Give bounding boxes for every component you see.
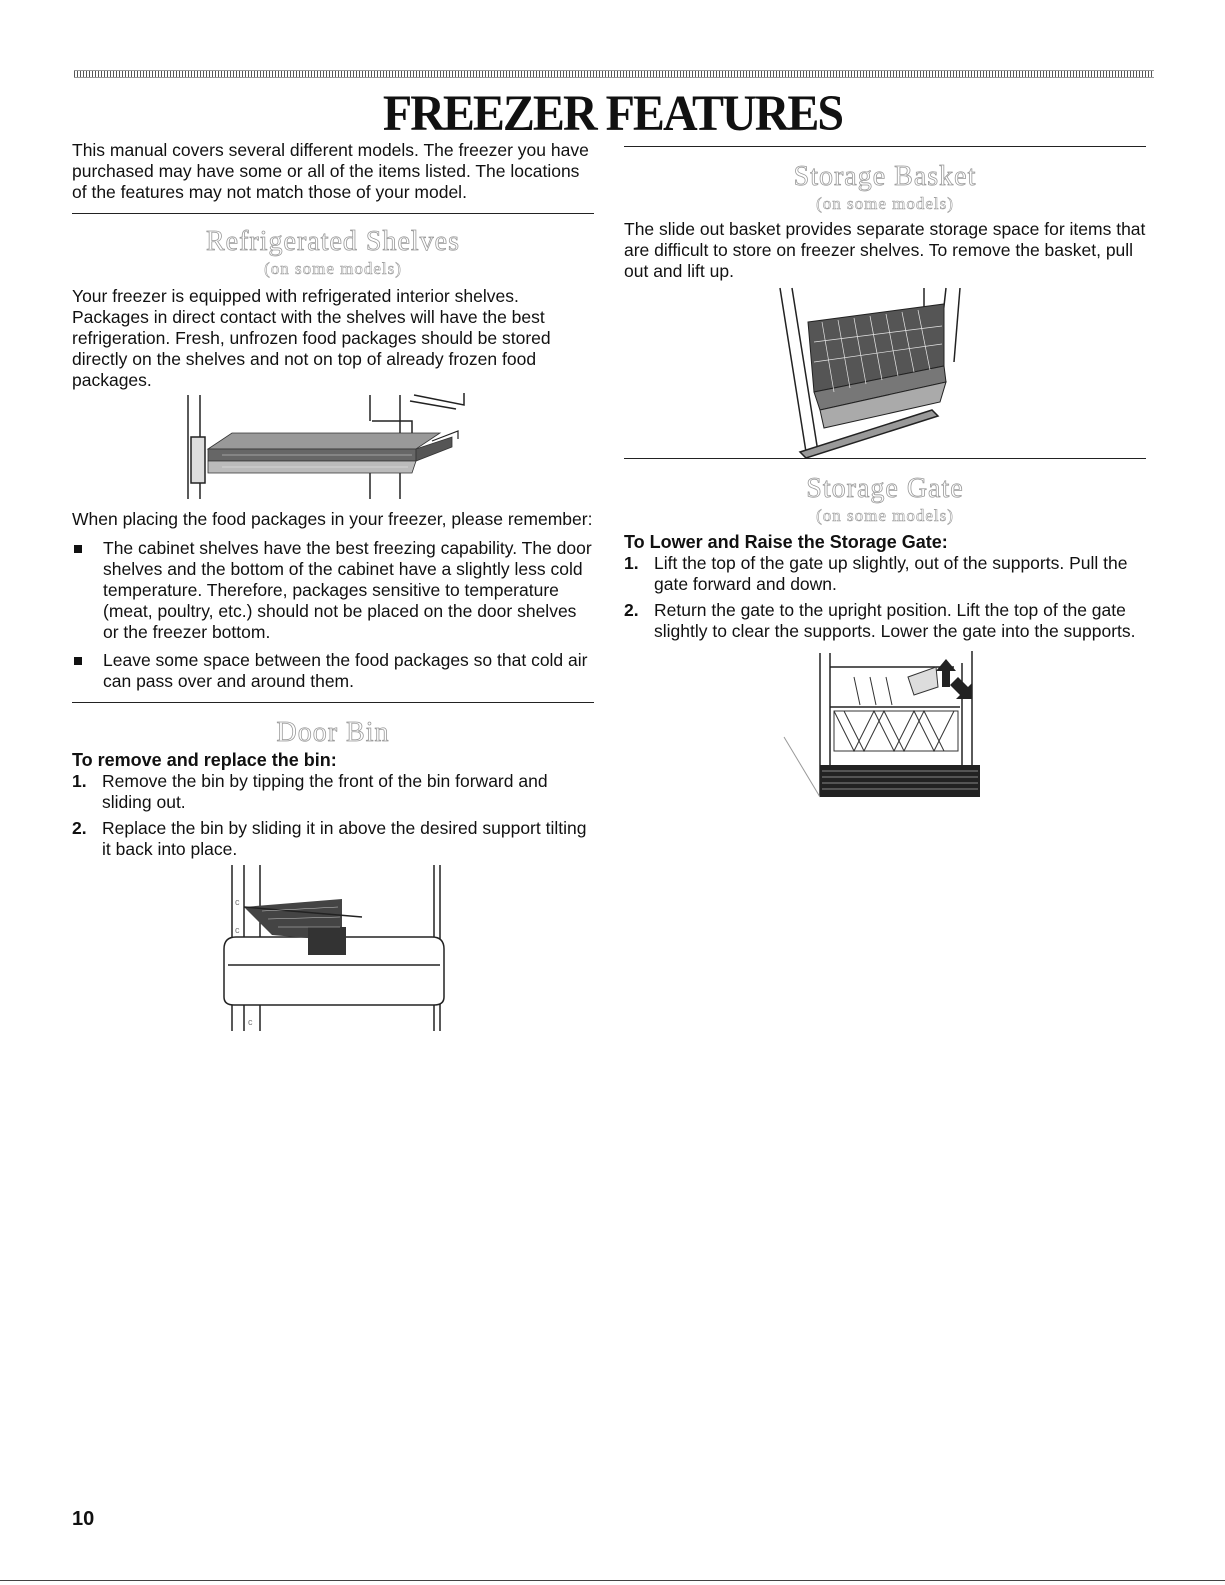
refrigerated-shelves-subtitle: (on some models) (264, 259, 402, 278)
list-item: 1. Remove the bin by tipping the front of the bin forward and sliding out. (72, 771, 548, 812)
page-title: FREEZER FEATURES (382, 85, 843, 142)
left-column (72, 140, 594, 1035)
right-column (624, 140, 1146, 807)
storage-gate-illustration (624, 647, 1146, 807)
door-bin-heading: To remove and replace the bin: (72, 750, 337, 770)
storage-gate-subtitle: (on some models) (816, 506, 954, 525)
svg-text:c: c (235, 925, 240, 935)
storage-gate-heading: To Lower and Raise the Storage Gate: (624, 532, 948, 552)
storage-basket-body: The slide out basket provides separate storage space for items that are difficult to store on freezer shelves. To remove the basket, pull out and lift up. (624, 219, 1146, 281)
list-item: Leave some space between the food packages so that cold air can pass over and around them. (72, 650, 594, 692)
list-item: 2. Replace the bin by sliding it in above the desired support tilting it back into place. (72, 818, 587, 859)
refrigerated-shelves-title: Refrigerated Shelves (205, 226, 461, 257)
page-number: 10 (72, 1508, 95, 1530)
bottom-rule (0, 1580, 1225, 1581)
intro-paragraph: This manual covers several different models. The freezer you have purchased may have some or all of the items listed. The locations of the features may not match those of your model. (72, 140, 589, 202)
storage-basket-title: Storage Basket (793, 161, 977, 192)
list-item: 1. Lift the top of the gate up slightly, out of the supports. Pull the gate forward and down. (624, 553, 1128, 594)
storage-gate-steps (624, 553, 1146, 642)
placing-bullet-list (72, 538, 594, 692)
door-bin-title: Door Bin (276, 717, 390, 748)
storage-basket-illustration (624, 282, 1146, 458)
door-bin-steps (72, 771, 594, 860)
svg-text:c: c (248, 1017, 253, 1027)
svg-text:c: c (235, 897, 240, 907)
list-item: 2. Return the gate to the upright position. Lift the top of the gate slightly to clear the supports. Lower the gate into the supports. (624, 600, 1136, 641)
storage-basket-subtitle: (on some models) (816, 194, 954, 213)
door-bin-illustration (72, 865, 594, 1035)
top-decorative-rule (74, 70, 1154, 78)
refrigerated-shelves-body: Your freezer is equipped with refrigerated interior shelves. Packages in direct contact with the shelves will have the best refrigeration. Fresh, unfrozen food packages should be stored directly on the shelves and not on top of already frozen food packages. (72, 286, 551, 390)
placing-intro: When placing the food packages in your freezer, please remember: (72, 509, 593, 529)
refrigerated-shelf-illustration (72, 391, 594, 503)
storage-gate-title: Storage Gate (806, 473, 964, 504)
list-item: The cabinet shelves have the best freezing capability. The door shelves and the bottom of the cabinet have a slightly less cold temperature. Therefore, packages sensitive to temperature (meat, poultry, etc.) should not be placed on the door shelves or the freezer bottom. (72, 538, 594, 643)
